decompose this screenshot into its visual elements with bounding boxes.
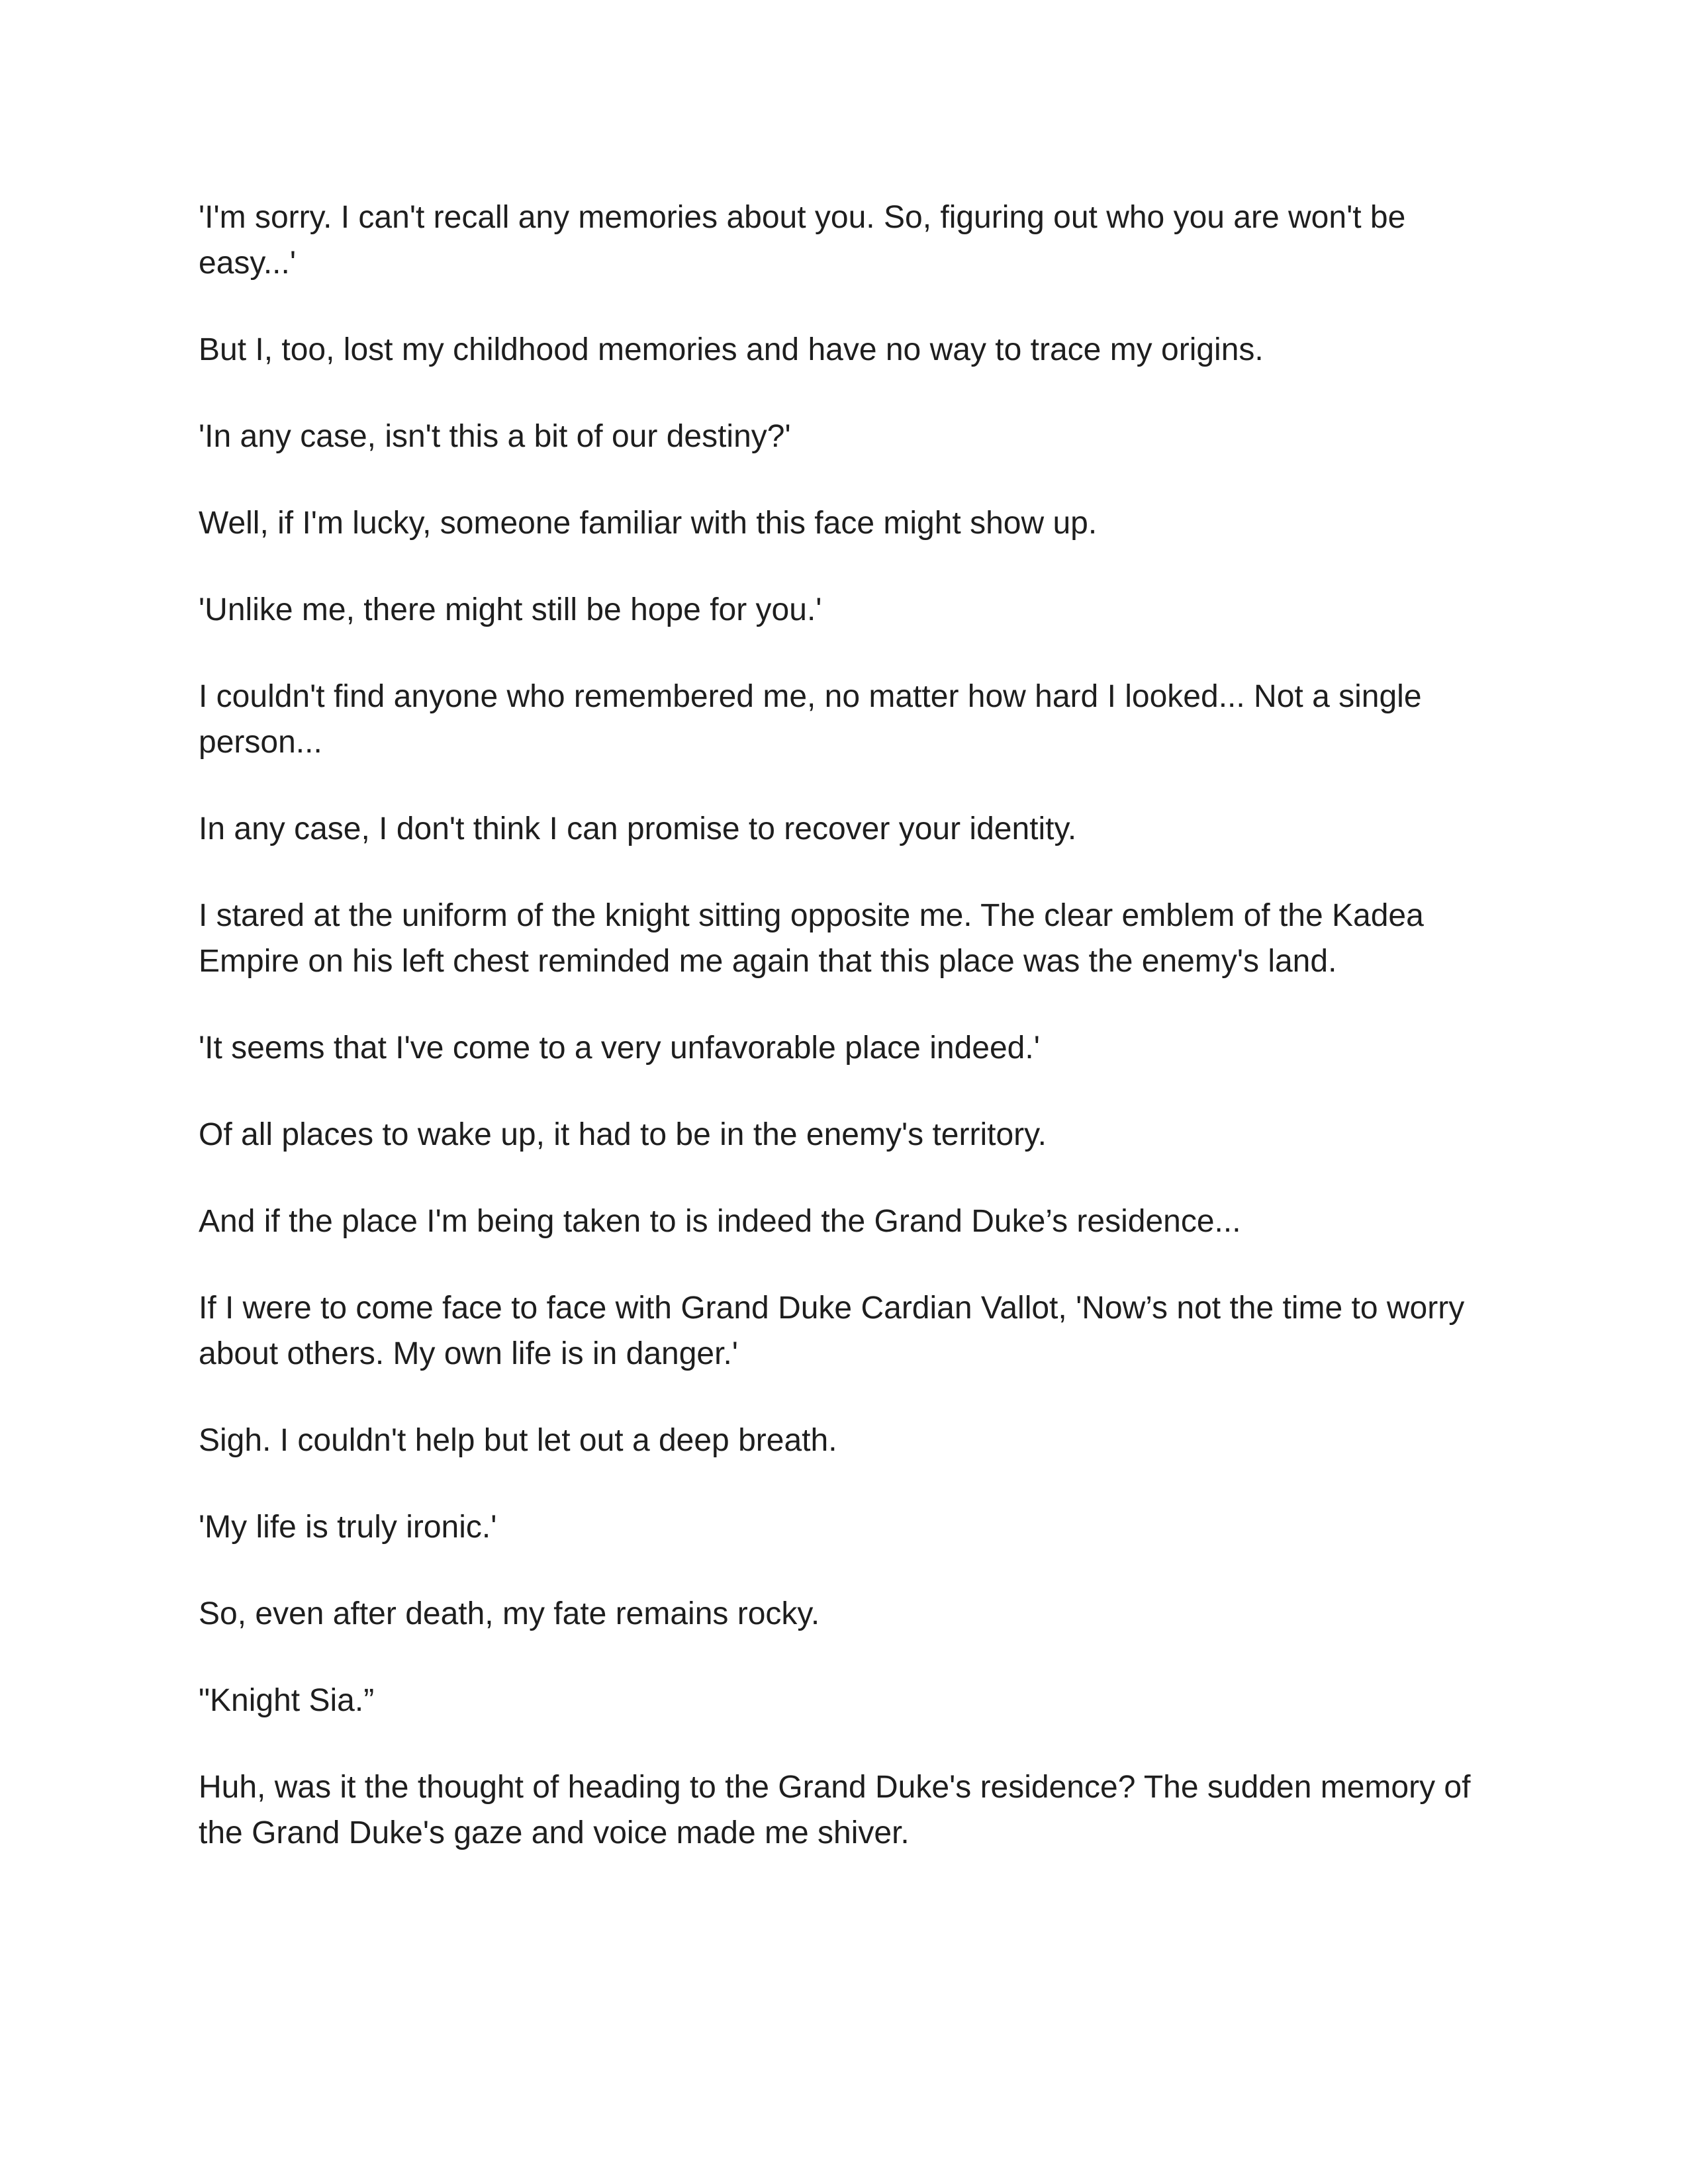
paragraph: Sigh. I couldn't help but let out a deep breath. <box>199 1423 837 1458</box>
paragraph: So, even after death, my fate remains rocky. <box>199 1596 820 1631</box>
paragraph: I couldn't find anyone who remembered me, no matter how hard I looked... Not a single person... <box>199 679 1422 760</box>
paragraph: I stared at the uniform of the knight sitting opposite me. The clear emblem of the Kadea Empire on his left chest reminded me again that this place was the enemy's land. <box>199 898 1424 979</box>
paragraph: Huh, was it the thought of heading to the Grand Duke's residence? The sudden memory of the Grand Duke's gaze and voice made me shiver. <box>199 1770 1471 1850</box>
paragraph: 'It seems that I've come to a very unfavorable place indeed.' <box>199 1030 1040 1066</box>
paragraph: Well, if I'm lucky, someone familiar with this face might show up. <box>199 506 1098 541</box>
document-body <box>199 195 1496 1856</box>
paragraph: And if the place I'm being taken to is indeed the Grand Duke’s residence... <box>199 1204 1241 1239</box>
paragraph: 'Unlike me, there might still be hope for you.' <box>199 592 822 627</box>
paragraph: 'I'm sorry. I can't recall any memories about you. So, figuring out who you are won't be easy...' <box>199 200 1406 281</box>
paragraph: But I, too, lost my childhood memories and have no way to trace my origins. <box>199 332 1264 367</box>
paragraph: "Knight Sia.” <box>199 1683 375 1718</box>
paragraph: Of all places to wake up, it had to be in the enemy's territory. <box>199 1117 1047 1152</box>
paragraph: 'My life is truly ironic.' <box>199 1510 497 1545</box>
paragraph: In any case, I don't think I can promise to recover your identity. <box>199 811 1077 846</box>
paragraph: 'In any case, isn't this a bit of our destiny?' <box>199 419 791 454</box>
paragraph: If I were to come face to face with Grand Duke Cardian Vallot, 'Now’s not the time to worry about others. My own life is in danger.' <box>199 1291 1465 1371</box>
